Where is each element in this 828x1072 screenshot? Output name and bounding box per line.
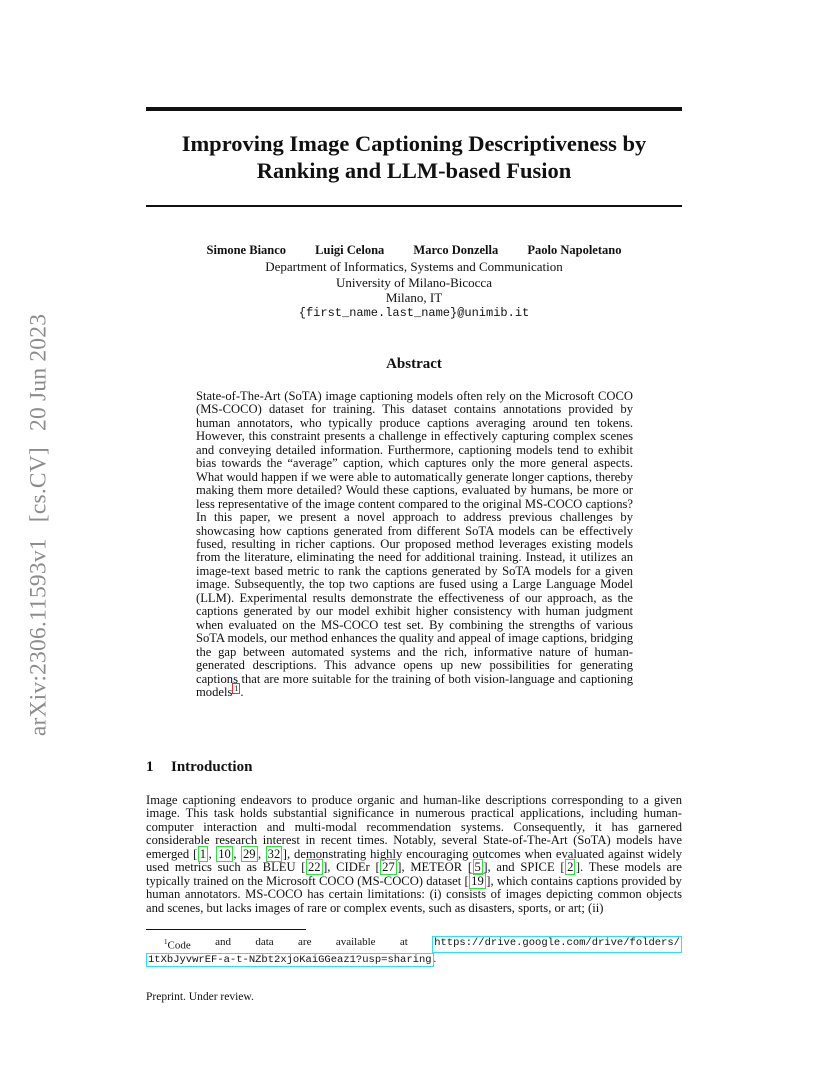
- footnote-url-link[interactable]: https://drive.google.com/drive/folders/: [432, 936, 682, 953]
- footnote-mark: 1: [164, 938, 168, 946]
- intro-text: ], METEOR [: [397, 860, 473, 875]
- intro-text: ], and SPICE [: [483, 860, 565, 875]
- paper-title: [146, 130, 682, 184]
- citation-link[interactable]: 19: [471, 873, 484, 888]
- citation-link[interactable]: 22: [307, 860, 321, 875]
- footnote-word: available: [335, 936, 376, 948]
- citation-link[interactable]: 27: [382, 860, 395, 875]
- citation-link[interactable]: 5: [474, 860, 481, 875]
- title-top-rule: [146, 107, 682, 111]
- footnote-line: [146, 936, 682, 953]
- footnote-rule: [146, 929, 306, 930]
- footnote-first-word: $^1$Code: [164, 938, 191, 952]
- footnote-link[interactable]: 1: [234, 683, 239, 693]
- footnote-url-link[interactable]: 1tXbJyvwrEF-a-t-NZbt2xjoKaiGGeaz1?usp=sharing: [148, 954, 432, 967]
- intro-text: ], demonstrating highly encouraging outcomes when evaluated against widely used metrics such as BLEU [: [146, 846, 683, 875]
- citation-link[interactable]: 2: [567, 860, 574, 875]
- section-number: 1: [146, 759, 154, 775]
- footnote: [146, 936, 682, 968]
- intro-text: Image captioning endeavors to produce organic and human-like descriptions corresponding to a given image. This task holds substantial significance in numerous practical applications, including human-computer interaction and multi-modal recommendation systems. Consequently, it has garnered considerable research interest in recent times. Notably, several State-of-The-Art (SoTA) models have emerged [: [146, 793, 682, 861]
- section-heading-introduction: [146, 759, 252, 776]
- intro-text: ]. These models are typically trained on the Microsoft COCO (MS-COCO) dataset [: [146, 860, 682, 888]
- author-name: Luigi Celona: [315, 243, 385, 257]
- footnote-line: 1tXbJyvwrEF-a-t-NZbt2xjoKaiGGeaz1?usp=sharing .: [148, 953, 437, 967]
- citation-link[interactable]: 1: [199, 846, 207, 861]
- author-name: Simone Bianco: [206, 243, 287, 257]
- footnote-word: are: [298, 936, 312, 948]
- preprint-notice: Preprint. Under review.: [146, 991, 254, 1003]
- introduction-paragraph: Image captioning endeavors to produce organic and human-like descriptions corresponding to a given image. This task holds substantial significance in numerous practical applications, including human-computer interaction and multi-modal recommendation systems. Consequently, it has garnered considerable research interest in recent times. Notably, several State-of-The-Art (SoTA) models have emerged [ 1 , 10 , 29 , 32 ], demonstrating highly encouraging outcomes when evaluated against widely used metrics such as BLEU [ 22 ], CIDEr [ 27 ], METEOR [ 5 ], and SPICE [ 2 ]. These models are typically trained on the Microsoft COCO (MS-COCO) dataset [ 19 ], which contains captions provided by human annotators. MS-COCO has certain limitations: (i) consists of images depicting common objects and scenes, but lacks images of rare or complex events, such as disasters, sports, or art; (ii): [146, 793, 683, 915]
- arxiv-category: [cs.CV]: [25, 447, 52, 523]
- university: University of Milano-Bicocca: [336, 274, 492, 290]
- title-bottom-rule: [146, 205, 682, 207]
- citation-link[interactable]: 29: [242, 846, 256, 861]
- author-list: [146, 243, 682, 258]
- city: Milano, IT: [385, 290, 443, 305]
- citation-link[interactable]: 10: [218, 846, 231, 861]
- arxiv-date: 20 Jun 2023: [25, 313, 52, 431]
- intro-text: ], CIDEr [: [323, 860, 380, 875]
- title-line-1: Improving Image Captioning Descriptiveness by: [181, 131, 647, 156]
- abstract-body: [196, 390, 633, 699]
- department: Department of Informatics, Systems and Communication: [265, 259, 563, 274]
- author-name: Marco Donzella: [413, 243, 499, 257]
- title-line-2: Ranking and LLM-based Fusion: [256, 158, 572, 183]
- email-address: {first_name.last_name}@unimib.it: [298, 305, 530, 320]
- citation-link[interactable]: 32: [267, 846, 281, 861]
- section-title: Introduction: [171, 759, 253, 775]
- arxiv-id: arXiv:2306.11593v1: [25, 538, 52, 737]
- arxiv-stamp: [26, 309, 53, 741]
- intro-text: ], which contains captions provided by human annotators. MS-COCO has certain limitations: (i) consists of images depicting common objects and scenes, but lacks images of rare or complex events, such as disasters, sports, or art; (ii): [146, 873, 682, 915]
- affiliation: [146, 259, 682, 321]
- footnote-word: and: [215, 936, 231, 948]
- abstract-heading: Abstract: [386, 356, 442, 372]
- abstract-end: .: [240, 684, 244, 699]
- abstract-text: State-of-The-Art (SoTA) image captioning models often rely on the Microsoft COCO (MS-COCO) dataset for training. This dataset contains annotations provided by human annotators, who typically produce captions averaging around ten tokens. However, this constraint presents a challenge in effectively capturing complex scenes and conveying detailed information. Furthermore, captioning models tend to exhibit bias towards the “average” caption, which captures only the more general aspects. What would happen if we were able to automatically generate longer captions, thereby making them more detailed? Would these captions, evaluated by humans, be more or less representative of the image content compared to the original MS-COCO captions? In this paper, we present a novel approach to address previous challenges by showcasing how captions generated from different SoTA models can be effectively fused, resulting in richer captions. Our proposed method leverages existing models from the literature, eliminating the need for additional training. Instead, it utilizes an image-text based metric to rank the captions generated by SoTA models for a given image. Subsequently, the top two captions are fused using a Large Language Model (LLM). Experimental results demonstrate the effectiveness of our approach, as the captions generated by our model exhibit higher consistency with human judgment when evaluated on the MS-COCO test set. By combining the strengths of various SoTA models, our method enhances the quality and appeal of image captions, bridging the gap between automated systems and the rich, informative nature of human-generated descriptions. This advance opens up new possibilities for generating captions that are more suitable for the training of both vision-language and captioning models: [196, 389, 633, 699]
- footnote-word: at: [399, 936, 408, 948]
- author-name: Paolo Napoletano: [527, 243, 622, 257]
- footnote-word: data: [255, 936, 274, 948]
